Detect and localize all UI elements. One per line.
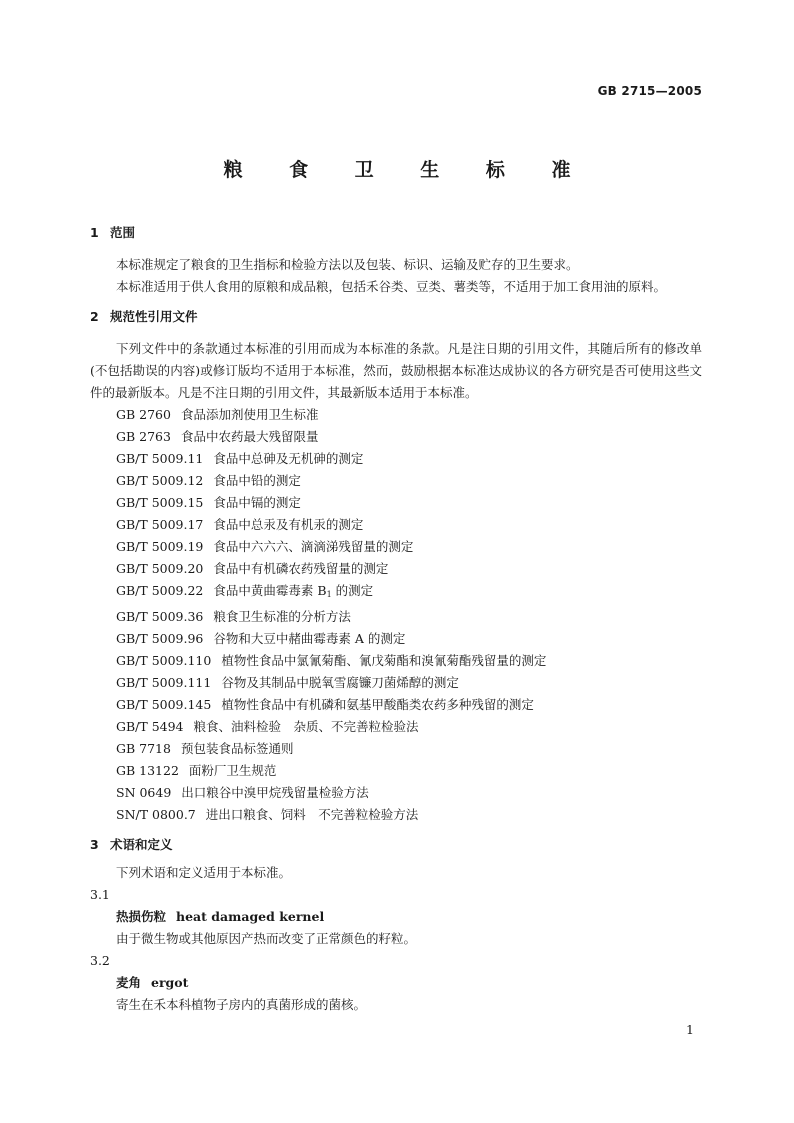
document-body <box>90 222 702 1016</box>
reference-item <box>90 514 702 536</box>
paragraph: 本标准适用于供人食用的原粮和成品粮，包括禾谷类、豆类、薯类等，不适用于加工食用油的原料。 <box>116 279 667 294</box>
term-number: 3.1 <box>90 887 110 902</box>
reference-code: GB/T 5009.96 <box>116 631 204 646</box>
reference-item <box>90 738 702 760</box>
reference-item <box>90 628 702 650</box>
section-title: 术语和定义 <box>110 837 173 852</box>
reference-title: 食品中农药最大残留限量 <box>180 429 319 444</box>
reference-title: 谷物及其制品中脱氧雪腐镰刀菌烯醇的测定 <box>221 675 459 690</box>
paragraph: 本标准规定了粮食的卫生指标和检验方法以及包装、标识、运输及贮存的卫生要求。 <box>116 257 579 272</box>
standard-code: GB 2715—2005 <box>597 84 702 98</box>
reference-code: GB 2760 <box>116 407 171 422</box>
section-number: 3 <box>90 837 99 852</box>
reference-title: 出口粮谷中溴甲烷残留量检验方法 <box>181 785 369 800</box>
reference-item <box>90 606 702 628</box>
reference-title: 食品中铅的测定 <box>213 473 301 488</box>
reference-code: GB/T 5009.111 <box>116 675 212 690</box>
reference-title: 植物性食品中有机磷和氨基甲酸酯类农药多种残留的测定 <box>221 697 534 712</box>
reference-item <box>90 672 702 694</box>
reference-code: GB/T 5009.22 <box>116 583 204 598</box>
reference-title: 食品添加剂使用卫生标准 <box>180 407 319 422</box>
reference-title: 食品中总汞及有机汞的测定 <box>213 517 364 532</box>
section-heading-normative-references <box>90 306 702 328</box>
reference-item <box>90 760 702 782</box>
reference-code: GB 7718 <box>116 741 171 756</box>
reference-title: 食品中总砷及无机砷的测定 <box>213 451 364 466</box>
reference-code: GB/T 5009.20 <box>116 561 204 576</box>
section-title: 规范性引用文件 <box>110 309 198 324</box>
page-title: 粮 食 卫 生 标 准 <box>223 159 591 181</box>
reference-title: 食品中黄曲霉毒素 B <box>213 583 327 598</box>
reference-code: GB/T 5009.36 <box>116 609 204 624</box>
reference-item <box>90 426 702 448</box>
reference-code: GB 13122 <box>116 763 179 778</box>
reference-item <box>90 782 702 804</box>
reference-code: SN/T 0800.7 <box>116 807 196 822</box>
section-number: 2 <box>90 309 99 324</box>
reference-item <box>90 558 702 580</box>
reference-title: 食品中有机磷农药残留量的测定 <box>213 561 389 576</box>
reference-code: GB 2763 <box>116 429 171 444</box>
reference-item <box>90 404 702 426</box>
reference-title-subscript: 1 <box>326 590 332 599</box>
reference-item <box>90 448 702 470</box>
reference-list <box>90 404 702 826</box>
reference-item <box>90 650 702 672</box>
term-zh: 麦角 <box>116 975 142 990</box>
section-number: 1 <box>90 225 99 240</box>
term-number: 3.2 <box>90 953 110 968</box>
reference-item <box>90 580 702 606</box>
reference-title: 植物性食品中氯氰菊酯、氰戊菊酯和溴氰菊酯残留量的测定 <box>221 653 547 668</box>
reference-title: 预包装食品标签通则 <box>180 741 294 756</box>
reference-title: 进出口粮食、饲料 不完善粒检验方法 <box>205 807 419 822</box>
reference-code: SN 0649 <box>116 785 172 800</box>
term-en: ergot <box>151 975 189 990</box>
reference-code: GB/T 5009.145 <box>116 697 212 712</box>
reference-title: 粮食、油料检验 杂质、不完善粒检验法 <box>193 719 419 734</box>
term-heading <box>90 972 702 994</box>
reference-code: GB/T 5009.15 <box>116 495 204 510</box>
reference-code: GB/T 5009.12 <box>116 473 204 488</box>
reference-item <box>90 804 702 826</box>
reference-code: GB/T 5009.17 <box>116 517 204 532</box>
section-title: 范围 <box>110 225 136 240</box>
term-zh: 热损伤粒 <box>116 909 167 924</box>
reference-code: GB/T 5009.110 <box>116 653 212 668</box>
reference-code: GB/T 5494 <box>116 719 184 734</box>
reference-item <box>90 492 702 514</box>
reference-title-suffix: 的测定 <box>331 583 374 598</box>
reference-item <box>90 694 702 716</box>
reference-code: GB/T 5009.11 <box>116 451 204 466</box>
page-number: 1 <box>686 1022 694 1037</box>
reference-title: 食品中六六六、滴滴涕残留量的测定 <box>213 539 414 554</box>
reference-title: 谷物和大豆中赭曲霉毒素 A 的测定 <box>213 631 406 646</box>
reference-title: 面粉厂卫生规范 <box>188 763 277 778</box>
paragraph: 下列文件中的条款通过本标准的引用而成为本标准的条款。凡是注日期的引用文件，其随后所有的修改单(不包括勘误的内容)或修订版均不适用于本标准，然而，鼓励根据本标准达成协议的各方研究是否可使用这些文件的最新版本。凡是不注日期的引用文件，其最新版本适用于本标准。 <box>90 341 702 400</box>
section-heading-scope <box>90 222 702 244</box>
term-heading <box>90 906 702 928</box>
term-definition: 寄生在禾本科植物子房内的真菌形成的菌核。 <box>116 997 367 1012</box>
reference-title: 食品中镉的测定 <box>213 495 301 510</box>
reference-code: GB/T 5009.19 <box>116 539 204 554</box>
paragraph: 下列术语和定义适用于本标准。 <box>116 865 292 880</box>
reference-title: 粮食卫生标准的分析方法 <box>213 609 351 624</box>
reference-item <box>90 536 702 558</box>
section-heading-terms-definitions <box>90 834 702 856</box>
reference-item <box>90 716 702 738</box>
term-en: heat damaged kernel <box>176 909 325 924</box>
term-definition: 由于微生物或其他原因产热而改变了正常颜色的籽粒。 <box>116 931 417 946</box>
reference-item <box>90 470 702 492</box>
